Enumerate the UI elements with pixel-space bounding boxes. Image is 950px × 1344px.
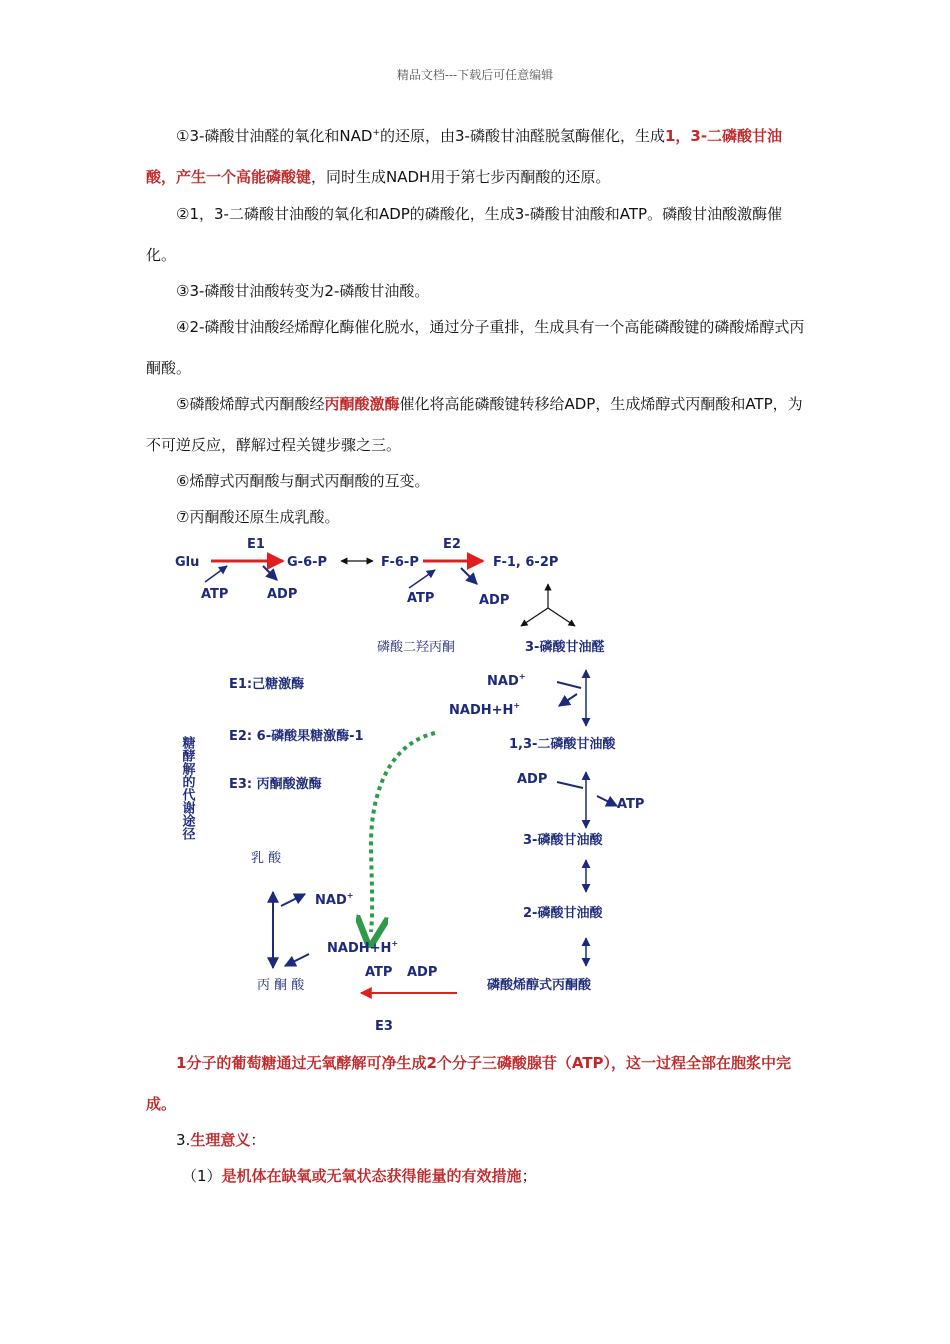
f6p-label: F-6-P	[381, 555, 419, 570]
dhap-label: 磷酸二羟丙酮	[377, 640, 456, 655]
glucose-label: Glu	[175, 555, 200, 570]
atp1-label: ATP	[201, 587, 229, 602]
step-5-paragraph	[146, 384, 806, 466]
bpg13-label: 1,3-二磷酸甘油酸	[509, 737, 616, 752]
pg2-label: 2-磷酸甘油酸	[523, 906, 603, 921]
step-6-paragraph: ⑥烯醇式丙酮酸与酮式丙酮酸的互变。	[176, 472, 430, 490]
summary-paragraph	[146, 1043, 806, 1125]
nadh-top-label: NADH+H+	[449, 701, 521, 718]
adp1-out-arrow	[263, 566, 277, 580]
step-1-paragraph	[146, 116, 806, 198]
legend-e1: E1:己糖激酶	[229, 677, 305, 692]
section-3-title: 生理意义	[190, 1131, 251, 1149]
lactate-label: 乳 酸	[251, 851, 282, 866]
pg3-label: 3-磷酸甘油酸	[523, 833, 603, 848]
step-2-paragraph: ②1，3-二磷酸甘油酸的氧化和ADP的磷酸化，生成3-磷酸甘油酸和ATP。磷酸甘油酸激酶催化。	[146, 205, 783, 264]
page-header: 精品文档---下载后可任意编辑	[396, 68, 554, 82]
atp3-label: ATP	[617, 797, 645, 812]
item-1-number: （1）	[182, 1167, 222, 1185]
section-3-colon: ：	[250, 1131, 266, 1149]
legend-e3: E3: 丙酮酸激酶	[229, 777, 322, 792]
step-1-text-a: ①3-磷酸甘油醛的氧化和NAD	[176, 127, 373, 145]
step-5-text-a: ⑤磷酸烯醇式丙酮酸经	[176, 395, 325, 413]
enzyme-e2-label: E2	[443, 537, 461, 552]
adp3-label: ADP	[517, 772, 548, 787]
step-7-paragraph: ⑦丙酮酸还原生成乳酸。	[176, 508, 340, 526]
summary-text: 1分子的葡萄糖通过无氧酵解可净生成2个分子三磷酸腺苷（ATP），这一过程全部在胞浆中完成。	[146, 1054, 792, 1113]
fork-left-arrow	[521, 608, 548, 626]
glycolysis-diagram	[165, 530, 645, 1040]
item-1-text: 是机体在缺氧或无氧状态获得能量的有效措施	[221, 1167, 522, 1185]
step-1-text-c: ，同时生成NADH用于第七步丙酮酸的还原。	[311, 168, 611, 186]
step-3-paragraph: ③3-磷酸甘油酸转变为2-磷酸甘油酸。	[176, 282, 430, 300]
pyruvate-label: 丙 酮 酸	[257, 978, 305, 993]
step-5-text-b: 催化将高能磷酸键转移给ADP，生成烯醇式丙酮酸和ATP，为不可逆反应，酵解过程关键步骤之三。	[146, 395, 803, 454]
atp3-out-arrow	[597, 796, 617, 806]
enzyme-e1-label: E1	[247, 537, 265, 552]
adp2-out-arrow	[461, 568, 477, 584]
nad-low-out-arrow	[281, 894, 305, 906]
atp1-in-arrow	[205, 566, 227, 582]
nadh-low-label: NADH+H+	[327, 939, 399, 956]
nad-in-stroke	[557, 682, 581, 688]
section-3-heading	[146, 1120, 806, 1161]
nadh-low-in-arrow	[285, 954, 309, 966]
step-1-text-b: 的还原，由3-磷酸甘油醛脱氢酶催化，生成	[379, 127, 665, 145]
fork-right-arrow	[548, 608, 575, 626]
step-1-superscript: +	[372, 128, 380, 138]
nadh-shuttle-arrow	[371, 733, 435, 932]
section-3-number: 3.	[176, 1131, 191, 1149]
f16bp-label: F-1, 6-2P	[493, 555, 559, 570]
nad-low-label: NAD+	[315, 891, 354, 908]
legend-e2: E2: 6-磷酸果糖激酶-1	[229, 729, 364, 744]
adp4-label: ADP	[407, 965, 438, 980]
section-3-item-1	[146, 1156, 806, 1197]
g3p-label: 3-磷酸甘油醛	[525, 640, 605, 655]
pathway-vertical-title: 糖酵解的代谢途径	[179, 736, 195, 840]
step-5-highlight: 丙酮酸激酶	[324, 395, 400, 413]
item-1-end: ；	[521, 1167, 537, 1185]
pep-label: 磷酸烯醇式丙酮酸	[487, 978, 592, 993]
g6p-label: G-6-P	[287, 555, 328, 570]
adp3-in-stroke	[557, 782, 583, 788]
atp2-label: ATP	[407, 591, 435, 606]
nadh-out-arrow	[559, 694, 577, 706]
adp1-label: ADP	[267, 587, 298, 602]
atp4-label: ATP	[365, 965, 393, 980]
enzyme-e3-label: E3	[375, 1019, 393, 1034]
adp2-label: ADP	[479, 593, 510, 608]
step-1-highlight: 1，3-二磷酸甘油酸，产生一个高能磷酸键	[146, 127, 783, 186]
atp2-in-arrow	[409, 570, 435, 588]
nad-top-label: NAD+	[487, 672, 526, 689]
step-4-paragraph: ④2-磷酸甘油酸经烯醇化酶催化脱水，通过分子重排，生成具有一个高能磷酸键的磷酸烯醇式丙酮酸。	[146, 318, 805, 377]
